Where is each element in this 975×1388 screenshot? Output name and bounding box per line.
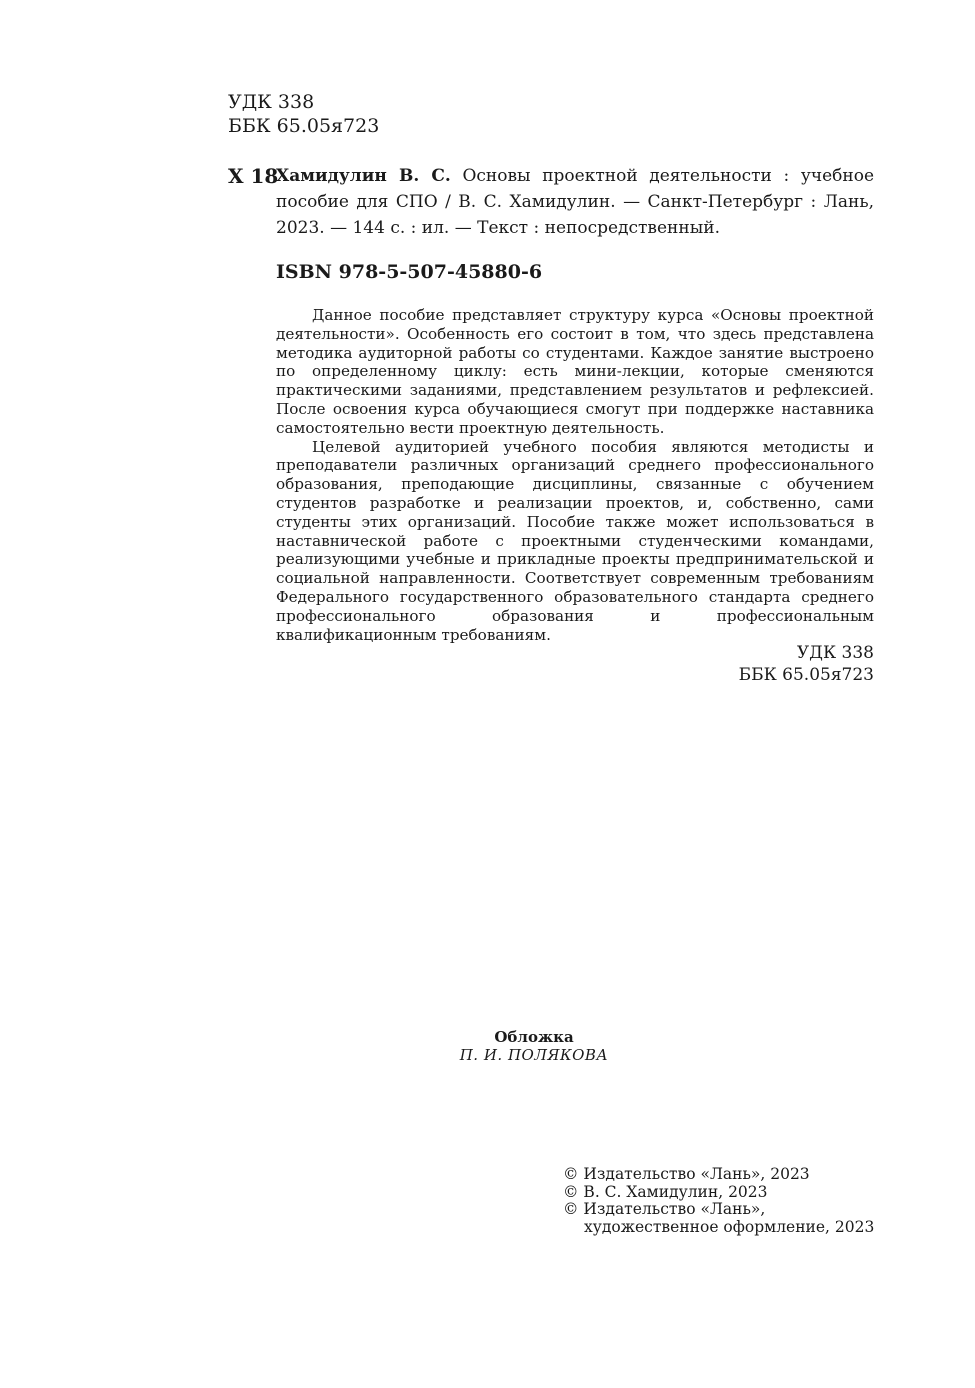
classification-header <box>228 90 379 138</box>
abstract <box>276 306 874 644</box>
cover-designer: П. И. ПОЛЯКОВА <box>459 1046 609 1064</box>
author-mark: Х 18 <box>228 164 279 188</box>
bbk-code-footer: ББК 65.05я723 <box>738 665 874 685</box>
copyright-block <box>563 1166 874 1236</box>
udk-code: УДК 338 <box>228 91 315 113</box>
classification-footer <box>739 642 874 686</box>
udk-code-footer: УДК 338 <box>796 643 874 663</box>
copyright-line: © Издательство «Лань», 2023 <box>563 1165 810 1183</box>
copyright-line: художественное оформление, 2023 <box>584 1217 875 1236</box>
bbk-code: ББК 65.05я723 <box>228 115 380 137</box>
author-name: Хамидулин В. С. <box>276 166 451 186</box>
abstract-paragraph: Данное пособие представляет структуру курса «Основы проектной деятельности». Особенность его состоит в том, что здесь представлена методика аудиторной работы со студентами. Каждое занятие выстроено по определенному циклу: есть мини-лекции, которые сменяются практическими заданиями, представлением результатов и рефлексией. После освоения курса обучающиеся смогут при поддержке наставника самостоятельно вести проектную деятельность. <box>276 306 874 437</box>
isbn: ISBN 978-5-507-45880-6 <box>276 261 543 283</box>
abstract-paragraph: Целевой аудиторией учебного пособия являются методисты и преподаватели различных организаций среднего профессионального образования, преподающие дисциплины, связанные с обучением студентов разработке и реализации проектов, и, собственно, сами студенты этих организаций. Пособие также может использоваться в наставнической работе с проектными студенческими командами, реализующими учебные и прикладные проекты предпринимательской и социальной направленности. Соответствует современным требованиям Федерального государственного образовательного стандарта среднего профессионального образования и профессиональным квалификационным требованиям. <box>276 437 874 644</box>
bibliographic-description: Основы проектной деятельности : учебное пособие для СПО / В. С. Хамидулин. — Санкт-Петербург : Лань, 2023. — 144 с. : ил. — Текст : непосредственный. <box>276 166 874 238</box>
bibliographic-record <box>276 163 874 241</box>
copyright-line: © Издательство «Лань», <box>563 1200 766 1218</box>
copyright-line: © В. С. Хамидулин, 2023 <box>563 1182 768 1201</box>
cover-label: Обложка <box>494 1028 574 1046</box>
cover-credit <box>400 1028 668 1064</box>
